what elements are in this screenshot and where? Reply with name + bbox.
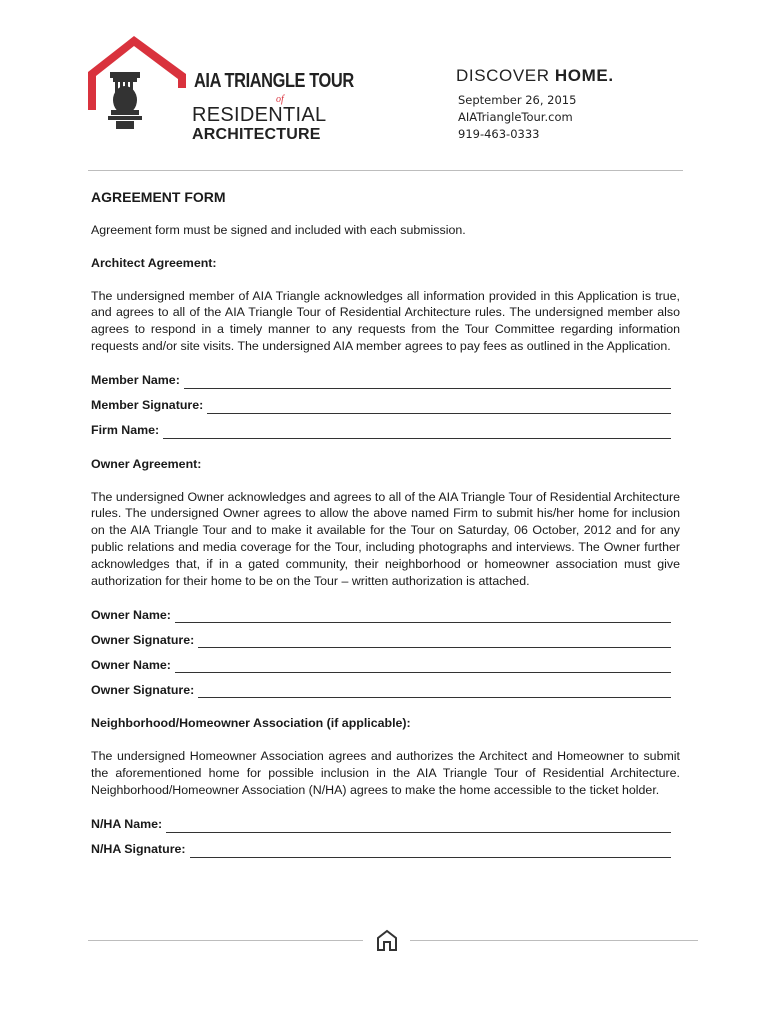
field-label: Owner Signature: [91,682,195,697]
signature-line[interactable] [184,375,671,389]
owner-name-field[interactable] [91,605,680,623]
nha-name-field[interactable] [91,815,680,833]
signature-line[interactable] [166,819,671,833]
agreement-form [91,188,680,865]
signature-line[interactable] [163,425,671,439]
field-label: Member Name: [91,372,180,387]
owner-name-field-2[interactable] [91,655,680,673]
signature-line[interactable] [175,609,671,623]
form-title: AGREEMENT FORM [91,189,226,205]
brand-line3: ARCHITECTURE [192,126,321,143]
field-label: Owner Name: [91,657,171,672]
contact-block [456,66,614,143]
owner-signature-field-2[interactable] [91,680,680,698]
brand-of: of [276,94,284,105]
discover-home-text: HOME. [554,66,614,85]
signature-line[interactable] [198,634,671,648]
house-outline-icon [375,928,399,952]
field-label: N/HA Name: [91,816,163,831]
nha-signature-field[interactable] [91,840,680,858]
website: AIATriangleTour.com [458,110,573,124]
field-label: Owner Name: [91,607,171,622]
firm-name-field[interactable] [91,421,680,439]
owner-heading: Owner Agreement: [91,456,202,471]
member-signature-field[interactable] [91,396,680,414]
architect-heading: Architect Agreement: [91,255,217,270]
nha-heading: Neighborhood/Homeowner Association (if applicable): [91,716,411,731]
field-label: Firm Name: [91,422,160,437]
owner-text: The undersigned Owner acknowledges and agrees to all of the AIA Triangle Tour of Residential Architecture rules. The undersigned Owner agrees to allow the above named Firm to submit his/her home for inclusion on the AIA Triangle Tour and to make it available for the Tour on Saturday, 06 October, 2012 and for any public relations and media coverage for the Tour, including photographs and interviews. The Owner further acknowledges that, if in a gated community, their neighborhood or homeowner association must give authorization for their home to be on the Tour – written authorization is attached. [91,489,680,588]
discover-text: DISCOVER [456,66,550,85]
owner-signature-field[interactable] [91,630,680,648]
signature-line[interactable] [175,659,671,673]
brand-line2: RESIDENTIAL [192,104,327,126]
event-date: September 26, 2015 [458,93,577,107]
signature-line[interactable] [207,400,671,414]
brand-line1: AIA TRIANGLE TOUR [194,70,354,92]
footer-divider [88,928,698,952]
aia-tour-logo [86,34,354,143]
architect-text: The undersigned member of AIA Triangle acknowledges all information provided in this Application is true, and agrees to all of the AIA Triangle Tour of Residential Architecture rules. The undersigned member also agrees to respond in a timely manner to any requests from the Tour Committee regarding information requests and/or site visits. The undersigned AIA member agrees to pay fees as outlined in the Application. [91,288,680,353]
form-intro: Agreement form must be signed and included with each submission. [91,223,466,237]
house-column-logo-icon [86,34,196,142]
member-name-field[interactable] [91,371,680,389]
field-label: Member Signature: [91,397,204,412]
field-label: Owner Signature: [91,632,195,647]
field-label: N/HA Signature: [91,841,186,856]
nha-text: The undersigned Homeowner Association agrees and authorizes the Architect and Homeowner to submit the aforementioned home for possible inclusion in the AIA Triangle Tour of Residential Architecture. Neighborhood/Homeowner Association (N/HA) agrees to make the home accessible to the ticket holder. [91,749,680,797]
signature-line[interactable] [198,684,671,698]
discover-home-tagline [456,66,614,86]
signature-line[interactable] [190,844,671,858]
header-divider [88,170,683,171]
phone: 919-463-0333 [458,127,540,141]
